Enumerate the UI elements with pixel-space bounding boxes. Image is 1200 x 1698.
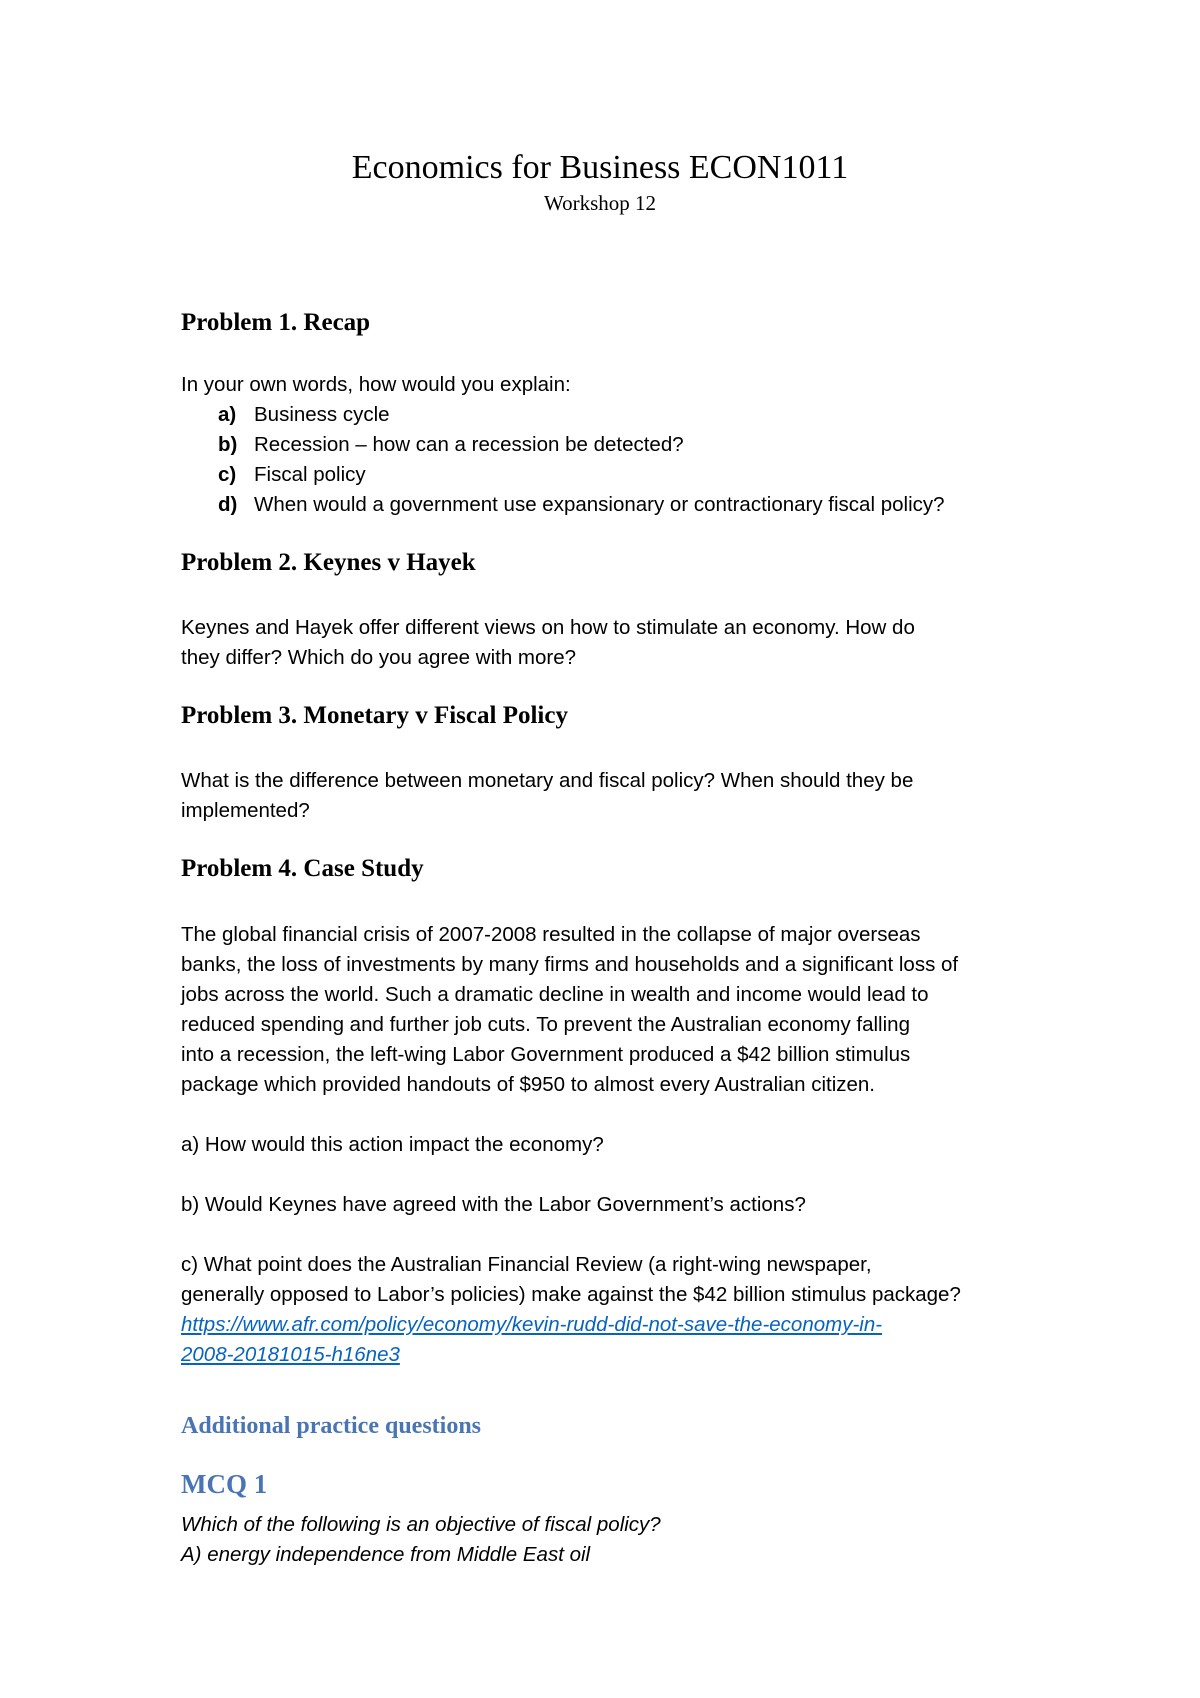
problem-1-heading: Problem 1. Recap: [181, 309, 371, 336]
question-b: b) Would Keynes have agreed with the Labor Government’s actions?: [181, 1193, 806, 1216]
mcq-1-heading: MCQ 1: [181, 1469, 268, 1499]
afr-article-link[interactable]: https://www.afr.com/policy/economy/kevin-rudd-did-not-save-the-economy-in-: [181, 1313, 883, 1336]
list-item-text: When would a government use expansionary or contractionary fiscal policy?: [254, 493, 945, 516]
list-item-text: Recession – how can a recession be detected?: [254, 433, 684, 456]
problem-4-text: [181, 920, 1031, 1100]
problem-1-list: [181, 400, 945, 520]
problem-4-heading: Problem 4. Case Study: [181, 855, 424, 882]
list-item-text: Business cycle: [254, 403, 390, 426]
text-line: Keynes and Hayek offer different views on how to stimulate an economy. How do: [181, 616, 915, 639]
additional-practice-heading: Additional practice questions: [181, 1413, 482, 1439]
text-line: c) What point does the Australian Financial Review (a right-wing newspaper,: [181, 1253, 872, 1276]
document-title: Economics for Business ECON1011: [351, 149, 849, 186]
text-line: package which provided handouts of $950 to almost every Australian citizen.: [181, 1073, 875, 1096]
list-marker: b): [218, 433, 238, 456]
afr-article-link-continued[interactable]: 2008-20181015-h16ne3: [181, 1343, 400, 1366]
text-line: implemented?: [181, 799, 310, 822]
text-line: jobs across the world. Such a dramatic decline in wealth and income would lead to: [181, 983, 929, 1006]
list-marker: d): [218, 493, 238, 516]
mcq-1-option-a: A) energy independence from Middle East oil: [181, 1543, 591, 1566]
list-item: [181, 400, 945, 430]
problem-2-heading: Problem 2. Keynes v Hayek: [181, 549, 476, 576]
list-item: [181, 490, 945, 520]
text-line: reduced spending and further job cuts. To prevent the Australian economy falling: [181, 1013, 910, 1036]
document-subtitle: Workshop 12: [543, 191, 657, 215]
text-line: generally opposed to Labor’s policies) make against the $42 billion stimulus package?: [181, 1283, 961, 1306]
problem-1-intro: In your own words, how would you explain:: [181, 373, 571, 396]
list-item: [181, 460, 945, 490]
list-item-text: Fiscal policy: [254, 463, 366, 486]
text-line: banks, the loss of investments by many firms and households and a significant loss of: [181, 953, 959, 976]
text-line: into a recession, the left-wing Labor Government produced a $42 billion stimulus: [181, 1043, 911, 1066]
problem-3-heading: Problem 3. Monetary v Fiscal Policy: [181, 702, 568, 729]
list-marker: a): [218, 403, 237, 426]
problem-2-text: [181, 613, 1031, 673]
list-item: [181, 430, 945, 460]
question-a: a) How would this action impact the economy?: [181, 1133, 604, 1156]
question-c: [181, 1250, 1031, 1370]
list-marker: c): [218, 463, 237, 486]
text-line: The global financial crisis of 2007-2008 resulted in the collapse of major overseas: [181, 923, 921, 946]
mcq-1-question: Which of the following is an objective of fiscal policy?: [181, 1513, 661, 1536]
text-line: they differ? Which do you agree with more?: [181, 646, 577, 669]
problem-3-text: [181, 766, 1031, 826]
text-line: What is the difference between monetary and fiscal policy? When should they be: [181, 769, 914, 792]
